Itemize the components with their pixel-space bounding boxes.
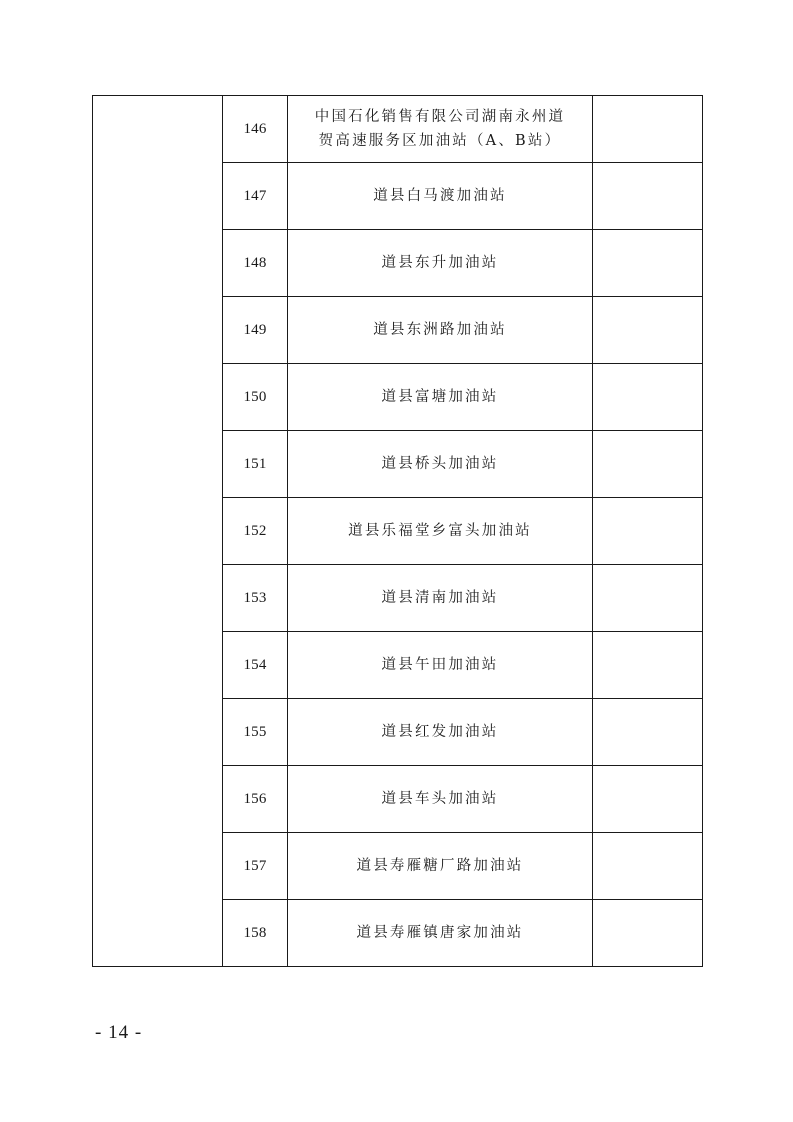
row-number: 147 — [223, 163, 288, 230]
table-row — [93, 96, 703, 163]
note-cell — [593, 96, 703, 163]
note-cell — [593, 297, 703, 364]
note-cell — [593, 766, 703, 833]
page-number: - 14 - — [95, 1022, 143, 1043]
row-number: 151 — [223, 431, 288, 498]
note-cell — [593, 498, 703, 565]
note-cell — [593, 230, 703, 297]
station-name: 道县东洲路加油站 — [288, 297, 593, 364]
note-cell — [593, 431, 703, 498]
row-number: 148 — [223, 230, 288, 297]
station-name: 道县桥头加油站 — [288, 431, 593, 498]
row-number: 158 — [223, 900, 288, 967]
station-name-text: 中国石化销售有限公司湖南永州道贺高速服务区加油站（A、B站） — [314, 109, 566, 149]
gas-station-table — [92, 95, 703, 967]
station-name — [288, 96, 593, 163]
station-name: 道县午田加油站 — [288, 632, 593, 699]
row-number: 149 — [223, 297, 288, 364]
note-cell — [593, 833, 703, 900]
row-number: 154 — [223, 632, 288, 699]
station-name: 道县红发加油站 — [288, 699, 593, 766]
row-number: 153 — [223, 565, 288, 632]
station-name: 道县清南加油站 — [288, 565, 593, 632]
note-cell — [593, 900, 703, 967]
note-cell — [593, 632, 703, 699]
note-cell — [593, 565, 703, 632]
station-name: 道县乐福堂乡富头加油站 — [288, 498, 593, 565]
note-cell — [593, 163, 703, 230]
row-number: 156 — [223, 766, 288, 833]
note-cell — [593, 699, 703, 766]
station-name: 道县寿雁糖厂路加油站 — [288, 833, 593, 900]
row-number: 157 — [223, 833, 288, 900]
station-name: 道县东升加油站 — [288, 230, 593, 297]
row-number: 146 — [223, 96, 288, 163]
row-number: 150 — [223, 364, 288, 431]
station-name: 道县白马渡加油站 — [288, 163, 593, 230]
note-cell — [593, 364, 703, 431]
station-name: 道县车头加油站 — [288, 766, 593, 833]
region-merged-cell — [93, 96, 223, 967]
station-name: 道县寿雁镇唐家加油站 — [288, 900, 593, 967]
row-number: 155 — [223, 699, 288, 766]
row-number: 152 — [223, 498, 288, 565]
station-name: 道县富塘加油站 — [288, 364, 593, 431]
